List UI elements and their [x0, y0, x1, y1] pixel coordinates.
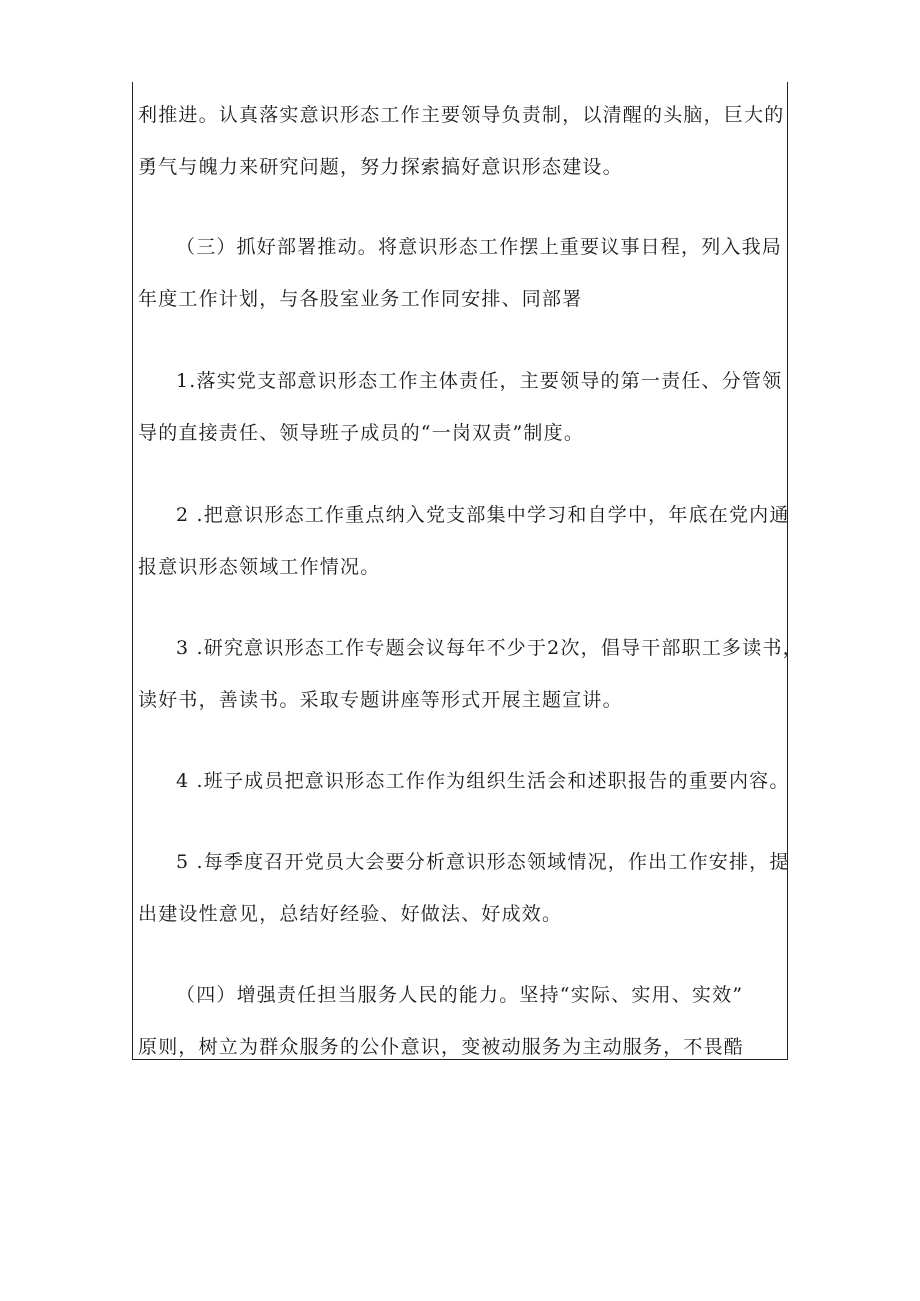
paragraph-4: [138, 489, 790, 593]
paragraph-line: 3 .研究意识形态工作专题会议每年不少于2次，倡导干部职工多读书，: [176, 637, 803, 659]
paragraph-6: [138, 755, 790, 807]
paragraph-line: 5 .每季度召开党员大会要分析意识形态领域情况，作出工作安排，提: [176, 851, 790, 873]
paragraph-5: [138, 622, 803, 726]
paragraph-line: 报意识形态领域工作情况。: [138, 556, 381, 578]
paragraph-1: [138, 89, 786, 193]
paragraph-line: （四）增强责任担当服务人民的能力。坚持“实际、实用、实效”: [176, 984, 744, 1006]
paragraph-line: 勇气与魄力来研究问题，努力探索搞好意识形态建设。: [138, 156, 623, 178]
paragraph-line: 出建设性意见，总结好经验、好做法、好成效。: [138, 903, 563, 925]
paragraph-line: 2 .把意识形态工作重点纳入党支部集中学习和自学中，年底在党内通: [176, 504, 790, 526]
paragraph-line: 1.落实党支部意识形态工作主体责任，主要领导的第一责任、分管领: [176, 370, 783, 392]
paragraph-8: [138, 969, 786, 1073]
paragraph-line: 年度工作计划，与各股室业务工作同安排、同部署: [138, 288, 583, 310]
paragraph-3: [138, 355, 786, 459]
paragraph-2: [138, 221, 786, 325]
paragraph-line: 原则，树立为群众服务的公仆意识，变被动服务为主动服务，不畏酷: [138, 1036, 745, 1058]
paragraph-line: 利推进。认真落实意识形态工作主要领导负责制，以清醒的头脑，巨大的: [138, 104, 785, 126]
paragraph-line: 4 .班子成员把意识形态工作作为组织生活会和述职报告的重要内容。: [176, 770, 790, 792]
paragraph-line: 导的直接责任、领导班子成员的“一岗双责”制度。: [138, 422, 585, 444]
paragraph-line: （三）抓好部署推动。将意识形态工作摆上重要议事日程，列入我局: [176, 236, 783, 258]
paragraph-7: [138, 836, 790, 940]
paragraph-line: 读好书，善读书。采取专题讲座等形式开展主题宣讲。: [138, 689, 623, 711]
